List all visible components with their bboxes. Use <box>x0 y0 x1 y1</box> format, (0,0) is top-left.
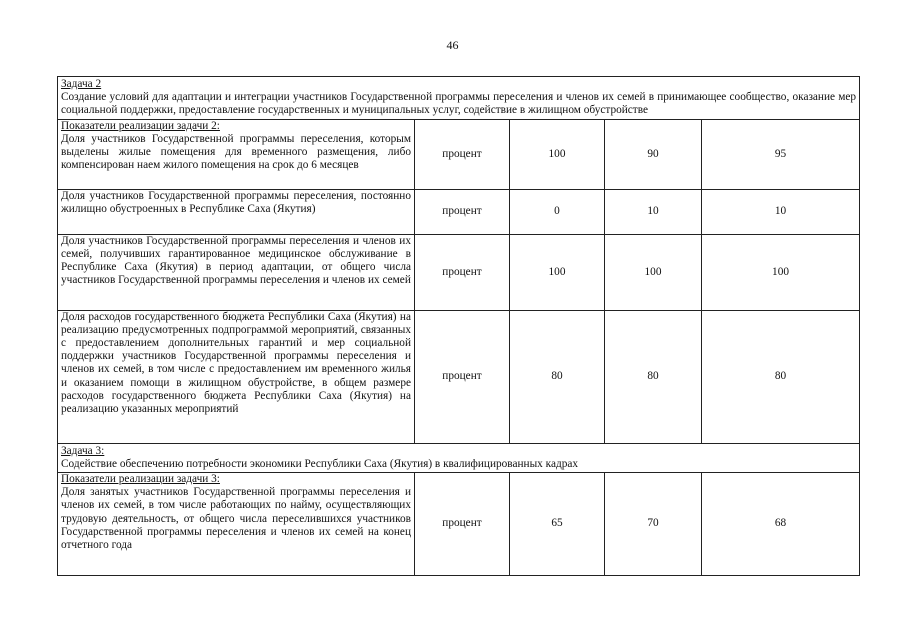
value-cell-1: 0 <box>510 189 605 234</box>
page-number: 46 <box>446 38 459 52</box>
indicator-cell <box>58 310 415 443</box>
task3-cell <box>58 443 860 472</box>
unit-cell: процент <box>415 119 510 189</box>
unit-cell: процент <box>415 310 510 443</box>
value-cell-2: 100 <box>605 234 702 310</box>
task2-text: Создание условий для адаптации и интеграции участников Государственной программы переселения и членов их семей в принимающее сообщество, оказание мер социальной поддержки, предоставление государственных и муниципальных услуг, содействие в жилищном обустройстве <box>61 91 857 117</box>
value-cell-3: 100 <box>702 234 860 310</box>
task3-heading: Задача 3: <box>61 444 105 457</box>
table-row <box>58 119 860 189</box>
indicator-cell <box>58 119 415 189</box>
value-cell-2: 10 <box>605 189 702 234</box>
task2-row <box>58 77 860 120</box>
indicators-heading: Показатели реализации задачи 2: <box>61 119 220 132</box>
indicator-cell <box>58 234 415 310</box>
task3-row <box>58 443 860 472</box>
value-cell-2: 90 <box>605 119 702 189</box>
value-cell-1: 65 <box>510 473 605 576</box>
indicators-table <box>57 76 860 576</box>
indicator-text: Доля участников Государственной программы переселения и членов их семей, получивших гарантированное медицинское обслуживание в Республике Саха (Якутия) в период адаптации, от общего числа участников Государственной программы переселения и членов их семей <box>61 234 411 287</box>
task2-heading: Задача 2 <box>61 78 102 90</box>
table-row <box>58 473 860 576</box>
indicator-cell <box>58 473 415 576</box>
value-cell-2: 80 <box>605 310 702 443</box>
table-row <box>58 310 860 443</box>
indicator-cell <box>58 189 415 234</box>
indicator-text: Доля занятых участников Государственной программы переселения и членов их семей, в том числе работающих по найму, осуществляющих трудовую деятельность, от общего числа переселившихся участников Государственной программы переселения и членов их семей на конец отчетного года <box>61 486 411 552</box>
indicator-text: Доля участников Государственной программы переселения, постоянно жилищно обустроенных в Республике Саха (Якутия) <box>61 189 411 215</box>
indicators-heading: Показатели реализации задачи 3: <box>61 473 220 486</box>
value-cell-3: 68 <box>702 473 860 576</box>
value-cell-1: 100 <box>510 234 605 310</box>
indicator-text: Доля участников Государственной программы переселения, которым выделены жилые помещения для временного размещения, либо компенсирован наем жилого помещения на срок до 6 месяцев <box>61 132 411 172</box>
value-cell-2: 70 <box>605 473 702 576</box>
unit-cell: процент <box>415 234 510 310</box>
value-cell-3: 10 <box>702 189 860 234</box>
value-cell-3: 80 <box>702 310 860 443</box>
task3-text: Содействие обеспечению потребности экономики Республики Саха (Якутия) в квалифицированных кадрах <box>61 457 579 470</box>
unit-cell: процент <box>415 189 510 234</box>
value-cell-1: 100 <box>510 119 605 189</box>
task2-cell <box>58 77 860 120</box>
unit-cell: процент <box>415 473 510 576</box>
value-cell-1: 80 <box>510 310 605 443</box>
table-row <box>58 234 860 310</box>
indicator-text: Доля расходов государственного бюджета Республики Саха (Якутия) на реализацию предусмотренных подпрограммой мероприятий, связанных с предоставлением дополнительных гарантий и мер социальной поддержки участников Государственной программы переселения и членов их семей, в том числе с предоставлением им временного жилья и оказанием помощи в жилищном обустройстве, в общем размере расходов государственного бюджета Республики Саха (Якутия) на реализацию указанных мероприятий <box>61 310 411 416</box>
value-cell-3: 95 <box>702 119 860 189</box>
table-row <box>58 189 860 234</box>
